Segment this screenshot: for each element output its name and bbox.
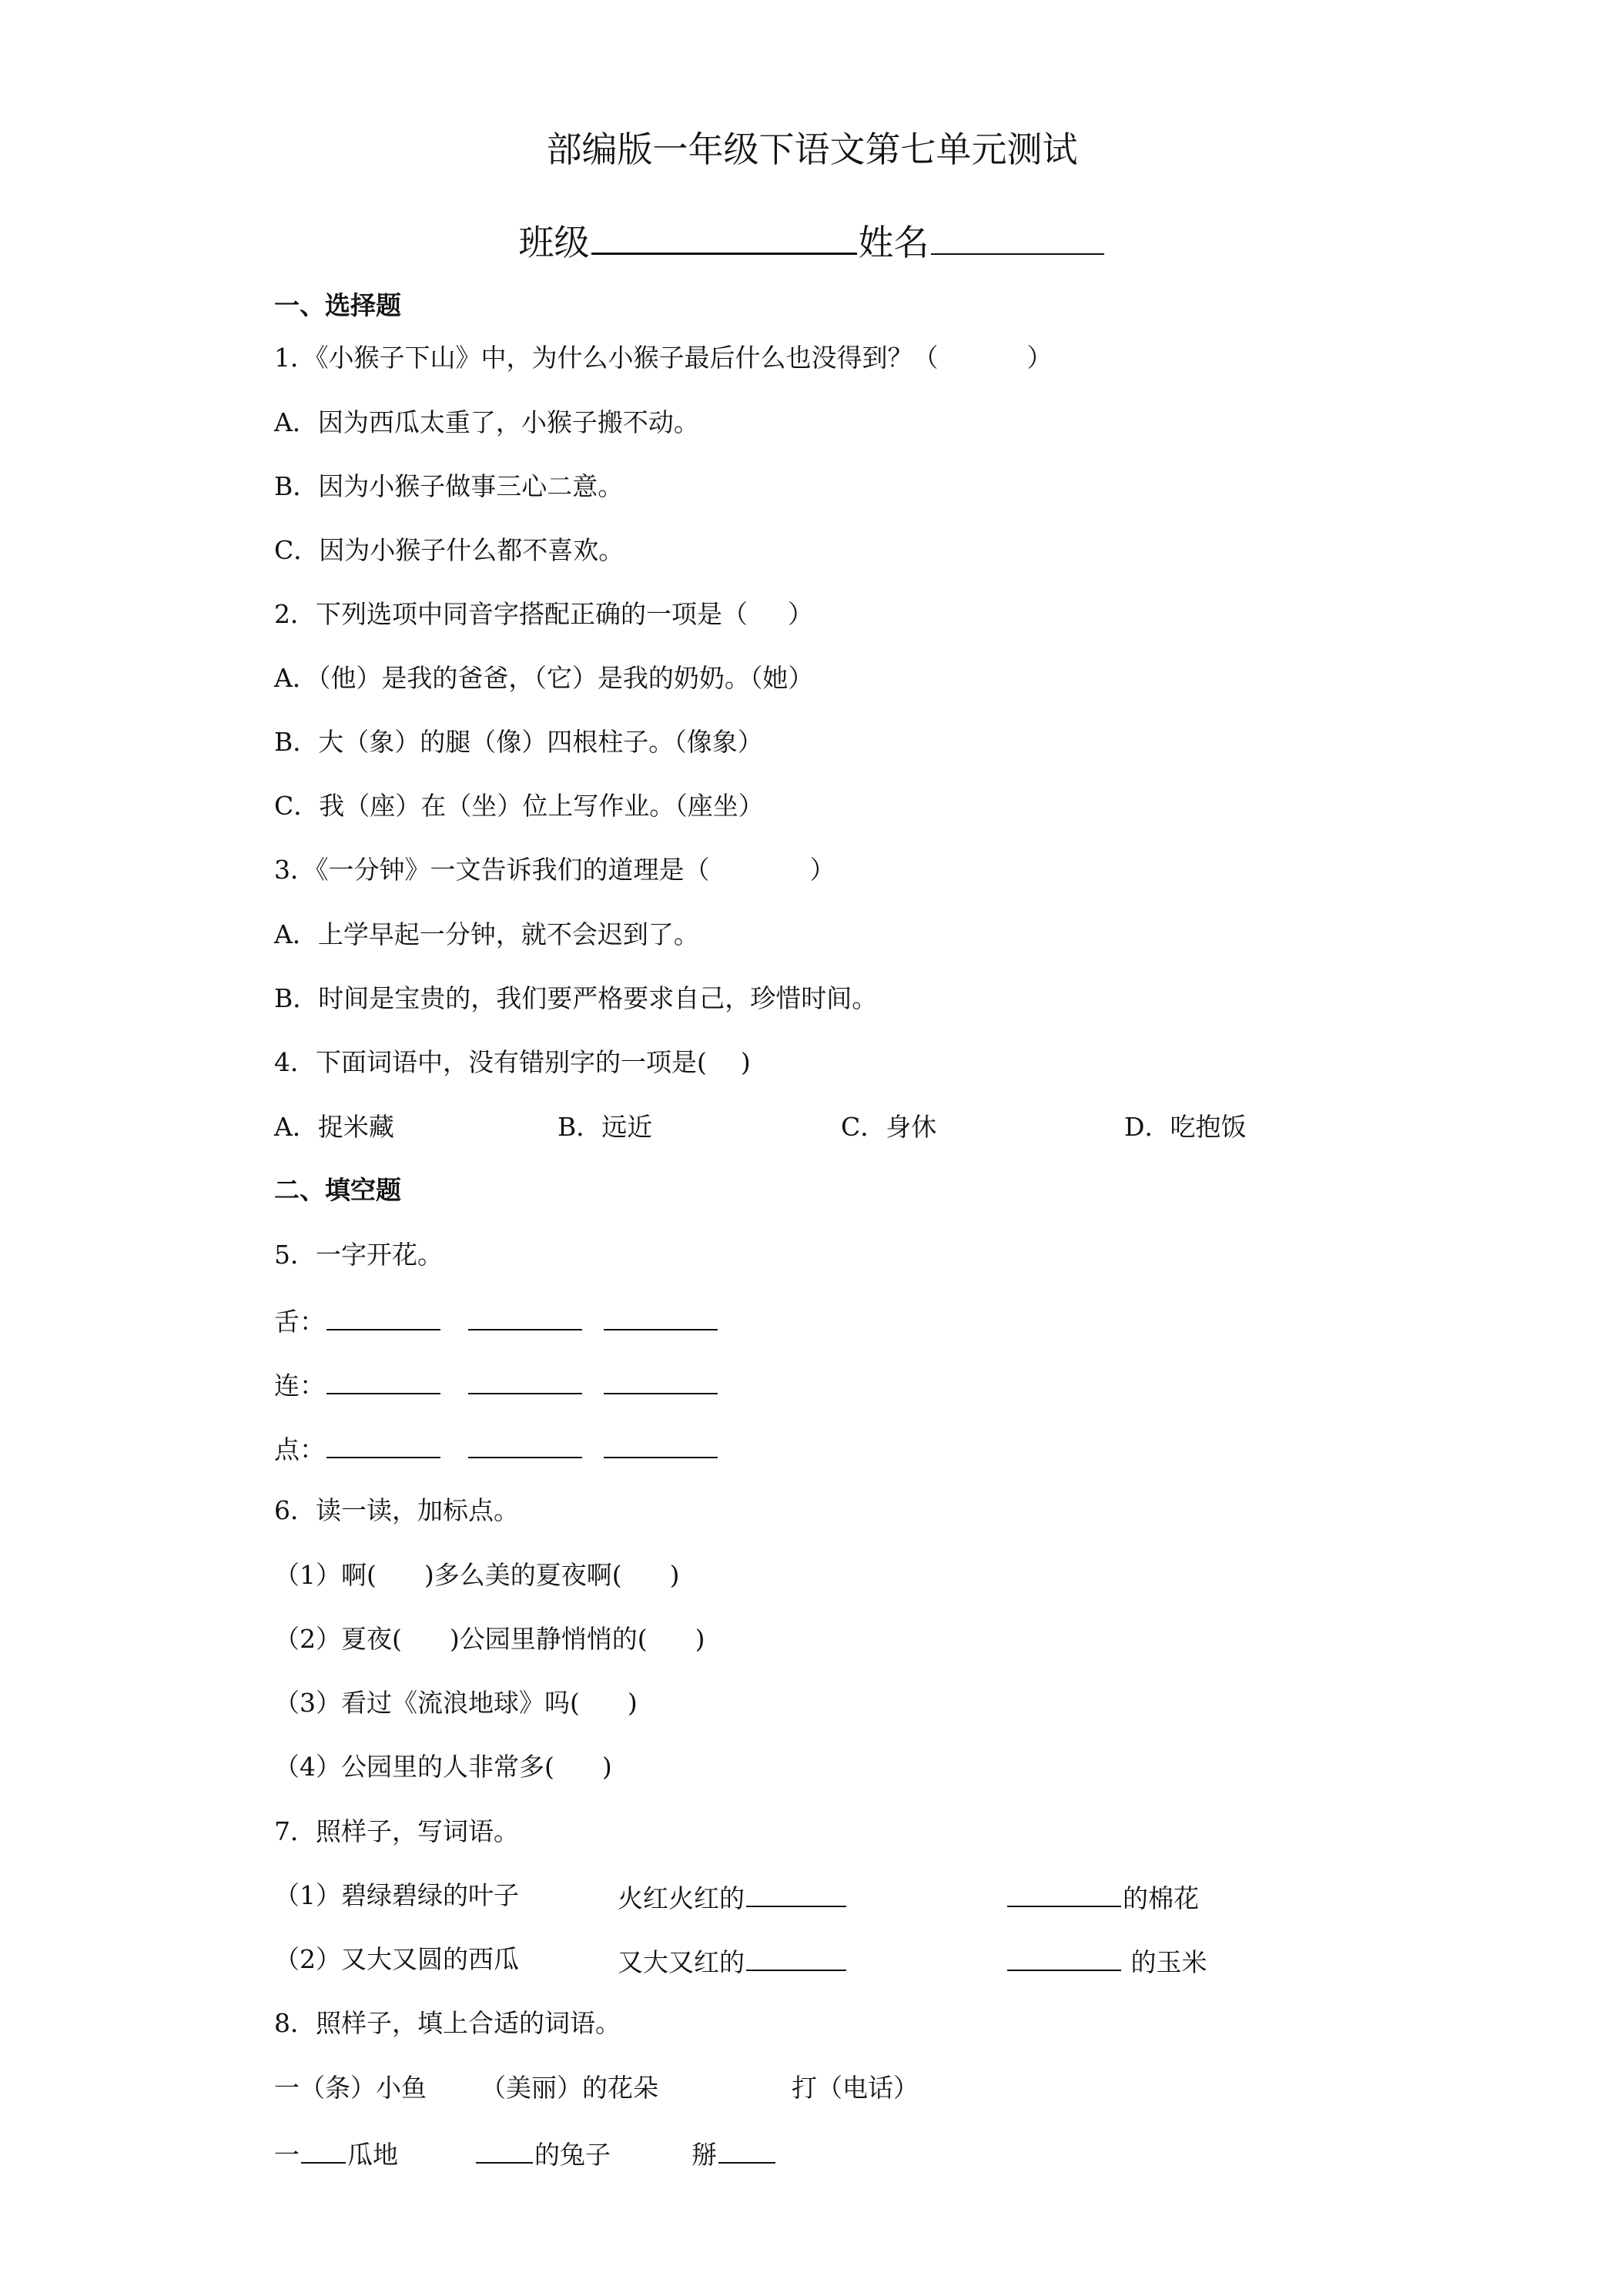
q7-mid-text: 又大又红的 [618,1947,745,1977]
q8-blank[interactable] [301,2133,346,2164]
q4-options [274,1108,1352,1146]
q6-text: ) [601,1752,612,1782]
q1-stem-text: 1．《小猴子下山》中，为什么小猴子最后什么也没得到？（ [274,343,939,373]
q4-stem [274,1043,751,1082]
q6-sentence-1 [274,1556,680,1595]
q4-option-b[interactable]: B．远近 [558,1112,653,1142]
name-blank[interactable] [931,215,1104,255]
q5-blank[interactable] [468,1427,582,1458]
q1-close: ） [1026,343,1053,373]
q7-example: （2）又大又圆的西瓜 [274,1944,519,1974]
q3-option-a[interactable]: A．上学早起一分钟，就不会迟到了。 [274,919,699,949]
q7-blank[interactable] [746,1940,846,1971]
q6-text: ) [627,1688,638,1718]
q5-row-label: 舌： [274,1307,325,1337]
q1-stem [274,339,1053,377]
q6-text: （3）看过《流浪地球》吗( [274,1688,580,1718]
q7-example: （1）碧绿碧绿的叶子 [274,1880,519,1910]
q7-stem: 7．照样子，写词语。 [274,1816,519,1846]
q5-blank[interactable] [468,1364,582,1394]
q7-blank[interactable] [1007,1940,1121,1971]
q8-text: 一 [274,2140,300,2170]
q6-sentence-3 [274,1684,638,1722]
q7-blank[interactable] [1007,1876,1121,1907]
q1-option-c[interactable]: C．因为小猴子什么都不喜欢。 [274,535,624,565]
q7-mid [618,1940,848,1982]
q7-row-2 [274,1940,1352,1979]
class-label: 班级 [518,222,590,263]
q8-text: 瓜地 [347,2140,398,2170]
q3-close: ） [809,855,835,885]
q8-examples [274,2069,1352,2107]
page-title: 部编版一年级下语文第七单元测试 [546,129,1078,170]
q6-stem: 6．读一读，加标点。 [274,1495,519,1525]
q5-row-label: 点： [274,1434,325,1464]
q5-blank[interactable] [604,1427,718,1458]
q5-blank[interactable] [604,1364,718,1394]
q7-end [1006,1940,1207,1982]
q2-stem-text: 2．下列选项中同音字搭配正确的一项是（ [274,599,748,629]
q5-stem: 5．一字开花。 [274,1240,443,1270]
q5-blank[interactable] [326,1427,440,1458]
q4-option-c[interactable]: C．身休 [841,1112,937,1142]
q7-blank[interactable] [746,1876,846,1907]
q6-sentence-4 [274,1748,612,1786]
q8-fill-row [274,2133,1352,2171]
q5-row [274,1300,719,1341]
name-label: 姓名 [858,222,929,263]
q7-end-text: 的棉花 [1123,1883,1199,1913]
q4-option-a[interactable]: A．捉米藏 [274,1112,394,1142]
q8-example-3: 打（电话） [792,2073,919,2103]
q8-fill-1 [274,2133,398,2174]
q8-text: 的兔子 [534,2140,611,2170]
q2-option-b[interactable]: B．大（象）的腿（像）四根柱子。（像象） [274,727,763,757]
q3-stem-text: 3．《一分钟》一文告诉我们的道理是（ [274,855,710,885]
q5-row [274,1364,719,1405]
q8-fill-2 [474,2133,611,2174]
q7-mid [618,1876,848,1918]
q2-close: ） [788,599,813,629]
q7-mid-text: 火红火红的 [618,1883,745,1913]
q6-text: )公园里静悄悄的( [449,1624,648,1654]
q4-stem-text: 4．下面词语中，没有错别字的一项是( [274,1047,707,1077]
q8-blank[interactable] [718,2133,775,2164]
q4-option-d[interactable]: D．吃抱饭 [1124,1112,1247,1142]
q2-stem [274,595,813,634]
q5-blank[interactable] [326,1300,440,1330]
q6-text: )多么美的夏夜啊( [424,1560,622,1590]
section-choice-heading: 一、选择题 [274,290,401,320]
q3-option-b[interactable]: B．时间是宝贵的，我们要严格要求自己，珍惜时间。 [274,983,878,1013]
q5-row-label: 连： [274,1371,325,1401]
q6-text: ) [695,1624,705,1654]
q1-option-a[interactable]: A．因为西瓜太重了，小猴子搬不动。 [274,407,699,437]
q2-option-c[interactable]: C．我（座）在（坐）位上写作业。（座坐） [274,791,764,821]
q7-row-1 [274,1876,1352,1915]
q8-blank[interactable] [476,2133,533,2164]
class-blank[interactable] [591,214,857,255]
q2-option-a[interactable]: A．（他）是我的爸爸，（它）是我的奶奶。（她） [274,663,814,693]
q8-text: 掰 [691,2140,717,2170]
q5-blank[interactable] [326,1364,440,1394]
q6-text: ) [669,1560,680,1590]
q5-blank[interactable] [468,1300,582,1330]
q7-end [1006,1876,1199,1918]
q5-blank[interactable] [604,1300,718,1330]
q8-stem: 8．照样子，填上合适的词语。 [274,2008,621,2038]
q5-row [274,1427,719,1469]
q8-example-1: 一（条）小鱼 [274,2073,427,2103]
q7-end-text: 的玉米 [1123,1947,1207,1977]
q6-text: （2）夏夜( [274,1624,402,1654]
q4-close: ) [740,1047,751,1077]
q6-sentence-2 [274,1620,705,1658]
q6-text: （4）公园里的人非常多( [274,1752,554,1782]
q8-example-2: （美丽）的花朵 [481,2073,658,2103]
q3-stem [274,851,835,889]
q1-option-b[interactable]: B．因为小猴子做事三心二意。 [274,471,624,501]
section-fill-heading: 二、填空题 [274,1175,401,1205]
q8-fill-3 [691,2133,777,2174]
class-name-line [0,214,1624,269]
q6-text: （1）啊( [274,1560,377,1590]
